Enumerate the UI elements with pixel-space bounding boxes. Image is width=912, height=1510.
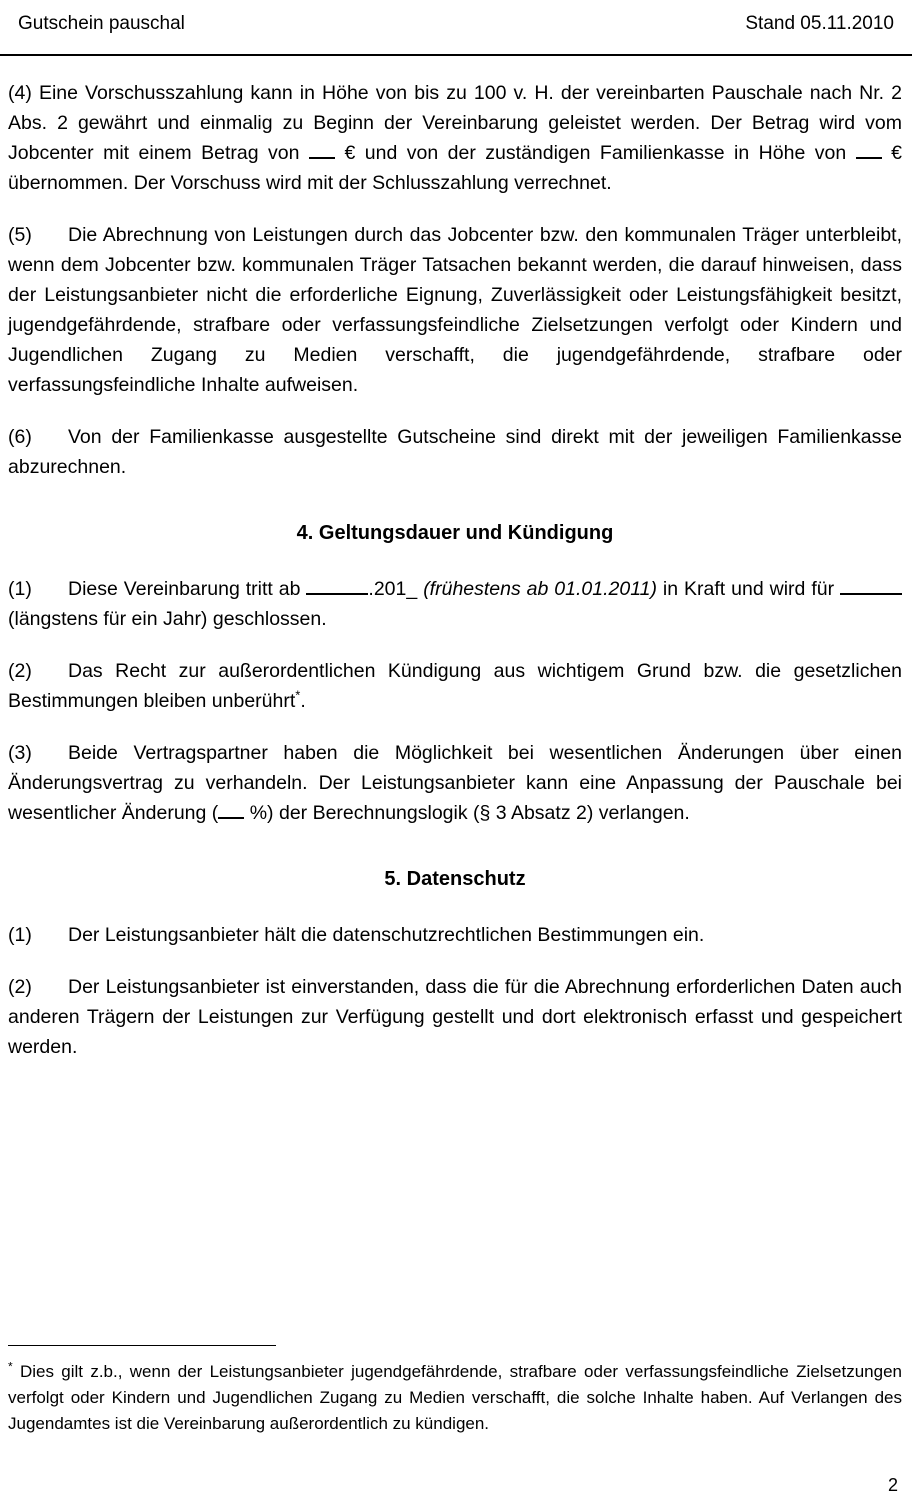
paragraph-6-text: Von der Familienkasse ausgestellte Gutscheine sind direkt mit der jeweiligen Familienkasse abzurechnen. [8, 426, 902, 478]
blank-field-vorschuss-jobcenter [309, 138, 335, 159]
section4-paragraph-3-text-b: %) der Berechnungslogik (§ 3 Absatz 2) verlangen. [249, 802, 690, 824]
paragraph-5-number: (5) [8, 224, 32, 246]
paragraph-4-text-a: Eine Vorschusszahlung kann in Höhe von bis zu 100 v. H. der vereinbarten Pauschale nach Nr. 2 Abs. 2 gewährt und einmalig zu Beginn der Vereinbarung geleistet werden. Der Betrag wird vom Jobcenter mit einem Betrag von [8, 82, 902, 164]
paragraph-4-text-c: € übernommen. Der Vorschuss wird mit der Schlusszahlung verrechnet. [8, 142, 902, 194]
section4-paragraph-3-text-a: Beide Vertragspartner haben die Möglichkeit bei wesentlichen Änderungen über einen Änderungsvertrag zu verhandeln. Der Leistungsanbieter kann eine Anpassung der Pauschale bei wesentlicher Änderung ( [8, 742, 902, 824]
section4-paragraph-2-text-a: Das Recht zur außerordentlichen Kündigung aus wichtigem Grund bzw. die gesetzlichen Bestimmungen bleiben unberührt [8, 660, 902, 712]
section4-paragraph-1 [8, 574, 902, 634]
header-divider [0, 54, 912, 56]
footnote-marker-inline: * [295, 687, 301, 703]
footnote-text: Dies gilt z.b., wenn der Leistungsanbieter jugendgefährdende, strafbare oder verfassungsfeindliche Zielsetzungen verfolgt oder Kindern und Jugendlichen Zugang zu Medien verschafft, die solche Inhalte haben. Auf Verlangen des Jugendamtes ist die Vereinbarung außerordentlich zu kündigen. [8, 1362, 902, 1433]
footnote-area [8, 1345, 902, 1437]
footnote-body [8, 1359, 902, 1437]
section-heading-5: 5. Datenschutz [384, 868, 526, 890]
section-heading-4: 4. Geltungsdauer und Kündigung [296, 522, 614, 544]
section4-paragraph-1-text-d: (längstens für ein Jahr) geschlossen. [8, 608, 327, 630]
paragraph-4-text-b: € und von der zuständigen Familienkasse in Höhe von [344, 142, 847, 164]
section5-paragraph-1-text: Der Leistungsanbieter hält die datenschutzrechtlichen Bestimmungen ein. [68, 924, 705, 946]
page-header [0, 0, 912, 52]
section4-paragraph-2-number: (2) [8, 660, 32, 682]
section4-paragraph-1-text-a: Diese Vereinbarung tritt ab [68, 578, 301, 600]
paragraph-5-text: Die Abrechnung von Leistungen durch das Jobcenter bzw. den kommunalen Träger unterbleibt, wenn dem Jobcenter bzw. kommunalen Träger Tatsachen bekannt werden, die darauf hinweisen, dass der Leistungsanbieter nicht die erforderliche Eignung, Zuverlässigkeit oder Leistungsfähigkeit besitzt, jugendgefährdende, strafbare oder verfassungsfeindliche Zielsetzungen verfolgt oder Kindern und Jugendlichen Zugang zu Medien verschafft, die jugendgefährdende, strafbare oder verfassungsfeindliche Inhalte aufweisen. [8, 224, 902, 396]
section5-paragraph-2-text: Der Leistungsanbieter ist einverstanden, dass die für die Abrechnung erforderlichen Daten auch anderen Trägern der Leistungen zur Verfügung gestellt und dort elektronisch erfasst und gespeichert werden. [8, 976, 902, 1058]
section4-paragraph-3 [8, 738, 902, 828]
section4-paragraph-2 [8, 656, 902, 716]
paragraph-6 [8, 422, 902, 482]
blank-field-startdatum [306, 574, 368, 595]
paragraph-4 [8, 78, 902, 198]
section4-paragraph-1-text-c: in Kraft und wird für [662, 578, 835, 600]
section4-paragraph-2-text-b: . [300, 690, 306, 712]
page-number: 2 [887, 1475, 898, 1495]
footnote-divider [8, 1345, 276, 1346]
section5-paragraph-1-number: (1) [8, 924, 32, 946]
blank-field-laufzeit [840, 574, 902, 595]
section4-paragraph-1-number: (1) [8, 578, 32, 600]
section4-paragraph-1-text-italic: (frühestens ab 01.01.2011) [423, 578, 657, 600]
header-status-date: Stand 05.11.2010 [745, 13, 894, 34]
section4-paragraph-1-text-b: .201_ [368, 578, 418, 600]
document-body [8, 78, 902, 1062]
paragraph-4-number: (4) [8, 82, 32, 104]
section4-paragraph-3-number: (3) [8, 742, 32, 764]
section5-paragraph-1 [8, 920, 902, 950]
paragraph-6-number: (6) [8, 426, 32, 448]
section5-paragraph-2-number: (2) [8, 976, 32, 998]
blank-field-prozent [218, 798, 244, 819]
blank-field-vorschuss-familienkasse [856, 138, 882, 159]
footnote-marker: * [8, 1359, 13, 1374]
section5-paragraph-2 [8, 972, 902, 1062]
header-doc-title: Gutschein pauschal [18, 13, 185, 34]
paragraph-5 [8, 220, 902, 400]
